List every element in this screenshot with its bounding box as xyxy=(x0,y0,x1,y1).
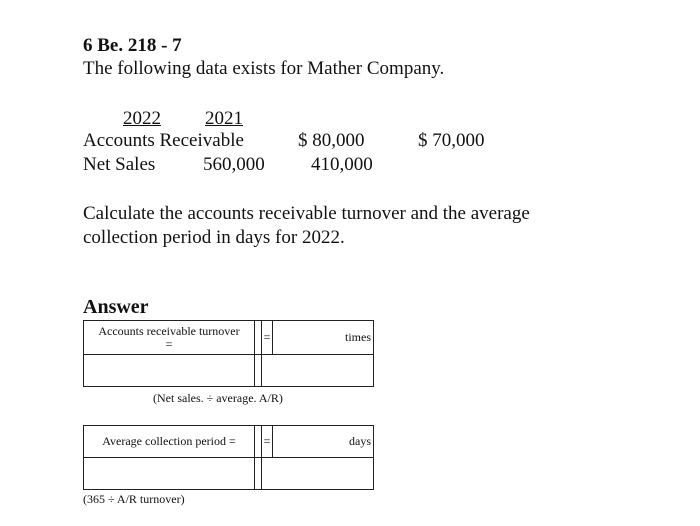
net-sales-2021-value: 410,000 xyxy=(311,154,373,175)
collection-spacer-cell-2 xyxy=(255,458,262,490)
turnover-result-input[interactable] xyxy=(262,355,374,387)
collection-equals: = xyxy=(262,426,273,458)
turnover-label: Accounts receivable turnover xyxy=(98,323,240,338)
year-header-2021: 2021 xyxy=(205,108,243,129)
collection-label: Average collection period = xyxy=(84,426,255,458)
turnover-label-cell xyxy=(84,321,255,355)
turnover-numerator-input[interactable] xyxy=(84,355,255,387)
turnover-spacer-cell xyxy=(255,321,262,355)
collection-numerator-input[interactable] xyxy=(84,458,255,490)
turnover-equals: = xyxy=(262,321,273,355)
turnover-unit: times xyxy=(273,321,374,355)
collection-spacer-cell xyxy=(255,426,262,458)
problem-title: 6 Be. 218 - 7 xyxy=(83,35,182,56)
turnover-spacer-cell-2 xyxy=(255,355,262,387)
problem-intro: The following data exists for Mather Company. xyxy=(83,58,445,79)
year-header-2022: 2022 xyxy=(123,108,161,129)
collection-formula-note: (365 ÷ A/R turnover) xyxy=(83,492,185,506)
question-text: Calculate the accounts receivable turnover and the average collection period in days for 2022. xyxy=(83,203,530,248)
collection-result-input[interactable] xyxy=(262,458,374,490)
turnover-label-equals: = xyxy=(165,336,173,351)
turnover-formula-note: (Net sales. ÷ average. A/R) xyxy=(153,391,283,405)
collection-unit: days xyxy=(273,426,374,458)
net-sales-2022-value: 560,000 xyxy=(203,154,265,175)
ar-2022-value: $ 80,000 xyxy=(298,130,365,151)
row-label-net-sales: Net Sales xyxy=(83,154,156,175)
collection-table xyxy=(83,425,374,490)
ar-2021-value: $ 70,000 xyxy=(418,130,485,151)
turnover-table xyxy=(83,320,374,387)
row-label-accounts-receivable: Accounts Receivable xyxy=(83,130,244,151)
answer-heading: Answer xyxy=(83,296,149,318)
